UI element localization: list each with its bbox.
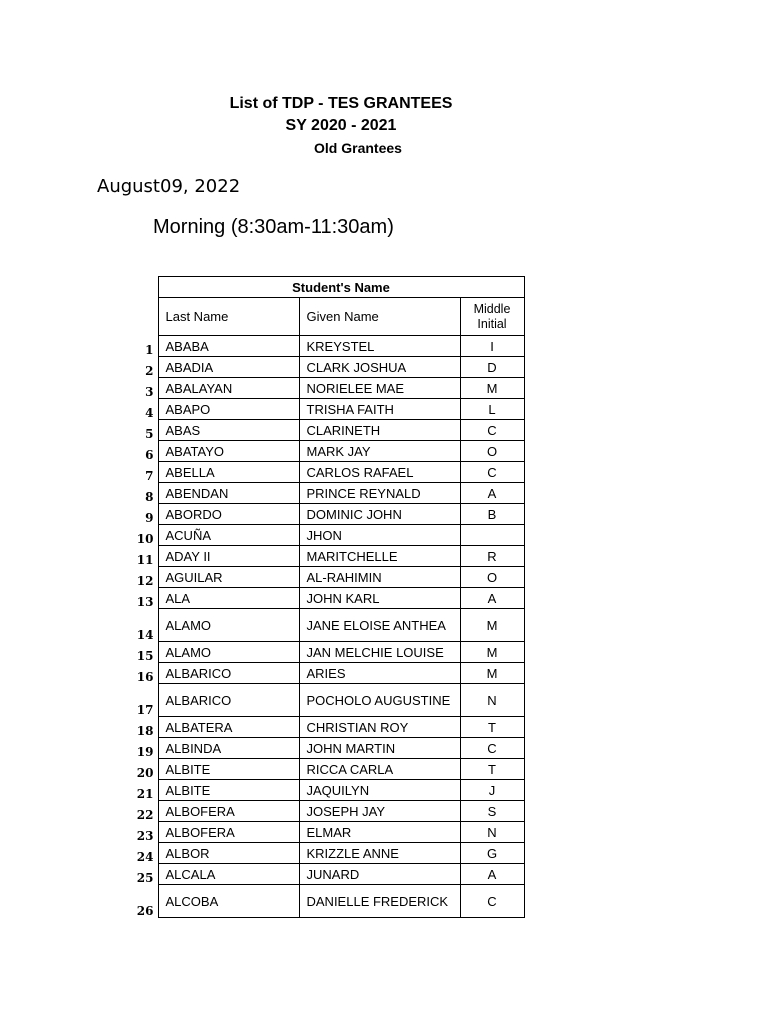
- row-number: 24: [136, 849, 154, 864]
- last-name-cell: ABORDO: [158, 504, 299, 525]
- middle-initial-cell: T: [460, 759, 524, 780]
- row-number: 12: [136, 573, 154, 588]
- table-row: [132, 588, 524, 609]
- table-row: [132, 483, 524, 504]
- given-name-cell: POCHOLO AUGUSTINE: [299, 684, 460, 717]
- last-name-cell: ALBITE: [158, 759, 299, 780]
- given-name-cell: JOHN KARL: [299, 588, 460, 609]
- last-name-cell: ABATAYO: [158, 441, 299, 462]
- row-number: 11: [136, 552, 154, 567]
- table-row: [132, 546, 524, 567]
- last-name-header: Last Name: [158, 298, 299, 336]
- given-name-cell: CLARK JOSHUA: [299, 357, 460, 378]
- given-name-cell: JHON: [299, 525, 460, 546]
- table-row: [132, 822, 524, 843]
- middle-initial-cell: I: [460, 336, 524, 357]
- schedule-date: August09, 2022: [97, 176, 241, 197]
- middle-initial-cell: J: [460, 780, 524, 801]
- table-row: [132, 663, 524, 684]
- row-number: 14: [136, 627, 154, 642]
- given-name-header: Given Name: [299, 298, 460, 336]
- row-number: 17: [136, 702, 154, 717]
- row-number: 22: [136, 807, 154, 822]
- row-number: 7: [145, 468, 154, 483]
- row-number: 15: [136, 648, 154, 663]
- given-name-cell: MARITCHELLE: [299, 546, 460, 567]
- given-name-cell: NORIELEE MAE: [299, 378, 460, 399]
- given-name-cell: CLARINETH: [299, 420, 460, 441]
- middle-initial-cell: L: [460, 399, 524, 420]
- given-name-cell: MARK JAY: [299, 441, 460, 462]
- middle-initial-cell: M: [460, 609, 524, 642]
- table-row: [132, 609, 524, 642]
- middle-initial-cell: C: [460, 738, 524, 759]
- table-row: [132, 567, 524, 588]
- table-row: [132, 843, 524, 864]
- given-name-cell: JANE ELOISE ANTHEA: [299, 609, 460, 642]
- table-row: [132, 399, 524, 420]
- given-name-cell: JAN MELCHIE LOUISE: [299, 642, 460, 663]
- middle-initial-cell: C: [460, 462, 524, 483]
- middle-initial-cell: T: [460, 717, 524, 738]
- last-name-cell: ALBATERA: [158, 717, 299, 738]
- given-name-cell: ARIES: [299, 663, 460, 684]
- given-name-cell: KRIZZLE ANNE: [299, 843, 460, 864]
- row-number: 16: [136, 669, 154, 684]
- middle-initial-cell: A: [460, 588, 524, 609]
- middle-initial-cell: M: [460, 663, 524, 684]
- table-row: [132, 525, 524, 546]
- middle-initial-cell: A: [460, 483, 524, 504]
- row-number: 10: [136, 531, 154, 546]
- middle-initial-cell: M: [460, 642, 524, 663]
- school-year: SY 2020 - 2021: [285, 117, 397, 134]
- last-name-cell: ADAY II: [158, 546, 299, 567]
- given-name-cell: ELMAR: [299, 822, 460, 843]
- last-name-cell: ALBITE: [158, 780, 299, 801]
- last-name-cell: AGUILAR: [158, 567, 299, 588]
- last-name-cell: ABADIA: [158, 357, 299, 378]
- row-number: 4: [145, 405, 154, 420]
- last-name-cell: ALA: [158, 588, 299, 609]
- row-number: 21: [136, 786, 154, 801]
- last-name-cell: ABALAYAN: [158, 378, 299, 399]
- middle-initial-header: [460, 298, 524, 336]
- middle-initial-cell: B: [460, 504, 524, 525]
- row-number: 25: [136, 870, 154, 885]
- row-number: 6: [145, 447, 154, 462]
- last-name-cell: ALBARICO: [158, 663, 299, 684]
- row-number: 26: [136, 903, 154, 918]
- middle-initial-cell: R: [460, 546, 524, 567]
- table-row: [132, 759, 524, 780]
- grantees-table-body: [132, 336, 524, 918]
- row-number: 5: [145, 426, 154, 441]
- row-number: 1: [145, 342, 154, 357]
- table-row: [132, 336, 524, 357]
- row-number: 13: [136, 594, 154, 609]
- last-name-cell: ABABA: [158, 336, 299, 357]
- given-name-cell: DANIELLE FREDERICK: [299, 885, 460, 918]
- row-number: 19: [136, 744, 154, 759]
- document-title: List of TDP - TES GRANTEES: [229, 95, 453, 112]
- middle-initial-cell: C: [460, 885, 524, 918]
- middle-initial-cell: [460, 525, 524, 546]
- given-name-cell: AL-RAHIMIN: [299, 567, 460, 588]
- last-name-cell: ACUÑA: [158, 525, 299, 546]
- middle-initial-cell: G: [460, 843, 524, 864]
- last-name-cell: ALBOFERA: [158, 801, 299, 822]
- middle-initial-cell: N: [460, 684, 524, 717]
- middle-initial-cell: M: [460, 378, 524, 399]
- table-row: [132, 378, 524, 399]
- last-name-cell: ALBOR: [158, 843, 299, 864]
- middle-initial-cell: C: [460, 420, 524, 441]
- last-name-cell: ALAMO: [158, 642, 299, 663]
- given-name-cell: TRISHA FAITH: [299, 399, 460, 420]
- given-name-cell: JOSEPH JAY: [299, 801, 460, 822]
- table-row: [132, 717, 524, 738]
- given-name-cell: CHRISTIAN ROY: [299, 717, 460, 738]
- given-name-cell: KREYSTEL: [299, 336, 460, 357]
- table-row: [132, 864, 524, 885]
- given-name-cell: JUNARD: [299, 864, 460, 885]
- given-name-cell: JAQUILYN: [299, 780, 460, 801]
- row-number-spacer: [132, 277, 158, 298]
- given-name-cell: RICCA CARLA: [299, 759, 460, 780]
- last-name-cell: ALBARICO: [158, 684, 299, 717]
- middle-initial-cell: D: [460, 357, 524, 378]
- middle-initial-cell: O: [460, 567, 524, 588]
- middle-initial-cell: S: [460, 801, 524, 822]
- table-row: [132, 738, 524, 759]
- last-name-cell: ABENDAN: [158, 483, 299, 504]
- middle-initial-cell: A: [460, 864, 524, 885]
- row-number: 20: [136, 765, 154, 780]
- row-number: 9: [145, 510, 154, 525]
- table-row: [132, 357, 524, 378]
- last-name-cell: ALAMO: [158, 609, 299, 642]
- last-name-cell: ALBINDA: [158, 738, 299, 759]
- table-row: [132, 441, 524, 462]
- row-number: 3: [145, 384, 154, 399]
- last-name-cell: ABELLA: [158, 462, 299, 483]
- last-name-cell: ABAS: [158, 420, 299, 441]
- row-number: 2: [145, 363, 154, 378]
- grantee-category: Old Grantees: [314, 140, 402, 156]
- table-row: [132, 420, 524, 441]
- row-number-spacer: [132, 298, 158, 336]
- last-name-cell: ALCALA: [158, 864, 299, 885]
- table-row: [132, 642, 524, 663]
- given-name-cell: PRINCE REYNALD: [299, 483, 460, 504]
- middle-initial-cell: N: [460, 822, 524, 843]
- table-row: [132, 462, 524, 483]
- table-row: [132, 780, 524, 801]
- table-row: [132, 885, 524, 918]
- table-row: [132, 801, 524, 822]
- middle-initial-header-text: Middle Initial: [473, 301, 511, 331]
- grantees-table: [132, 276, 525, 918]
- given-name-cell: CARLOS RAFAEL: [299, 462, 460, 483]
- row-number: 8: [145, 489, 154, 504]
- last-name-cell: ALCOBA: [158, 885, 299, 918]
- middle-initial-cell: O: [460, 441, 524, 462]
- last-name-cell: ABAPO: [158, 399, 299, 420]
- given-name-cell: JOHN MARTIN: [299, 738, 460, 759]
- given-name-cell: DOMINIC JOHN: [299, 504, 460, 525]
- row-number: 23: [136, 828, 154, 843]
- last-name-cell: ALBOFERA: [158, 822, 299, 843]
- table-row: [132, 684, 524, 717]
- row-number: 18: [136, 723, 154, 738]
- session-time: Morning (8:30am-11:30am): [153, 216, 394, 238]
- students-name-header: Student's Name: [158, 277, 524, 298]
- table-row: [132, 504, 524, 525]
